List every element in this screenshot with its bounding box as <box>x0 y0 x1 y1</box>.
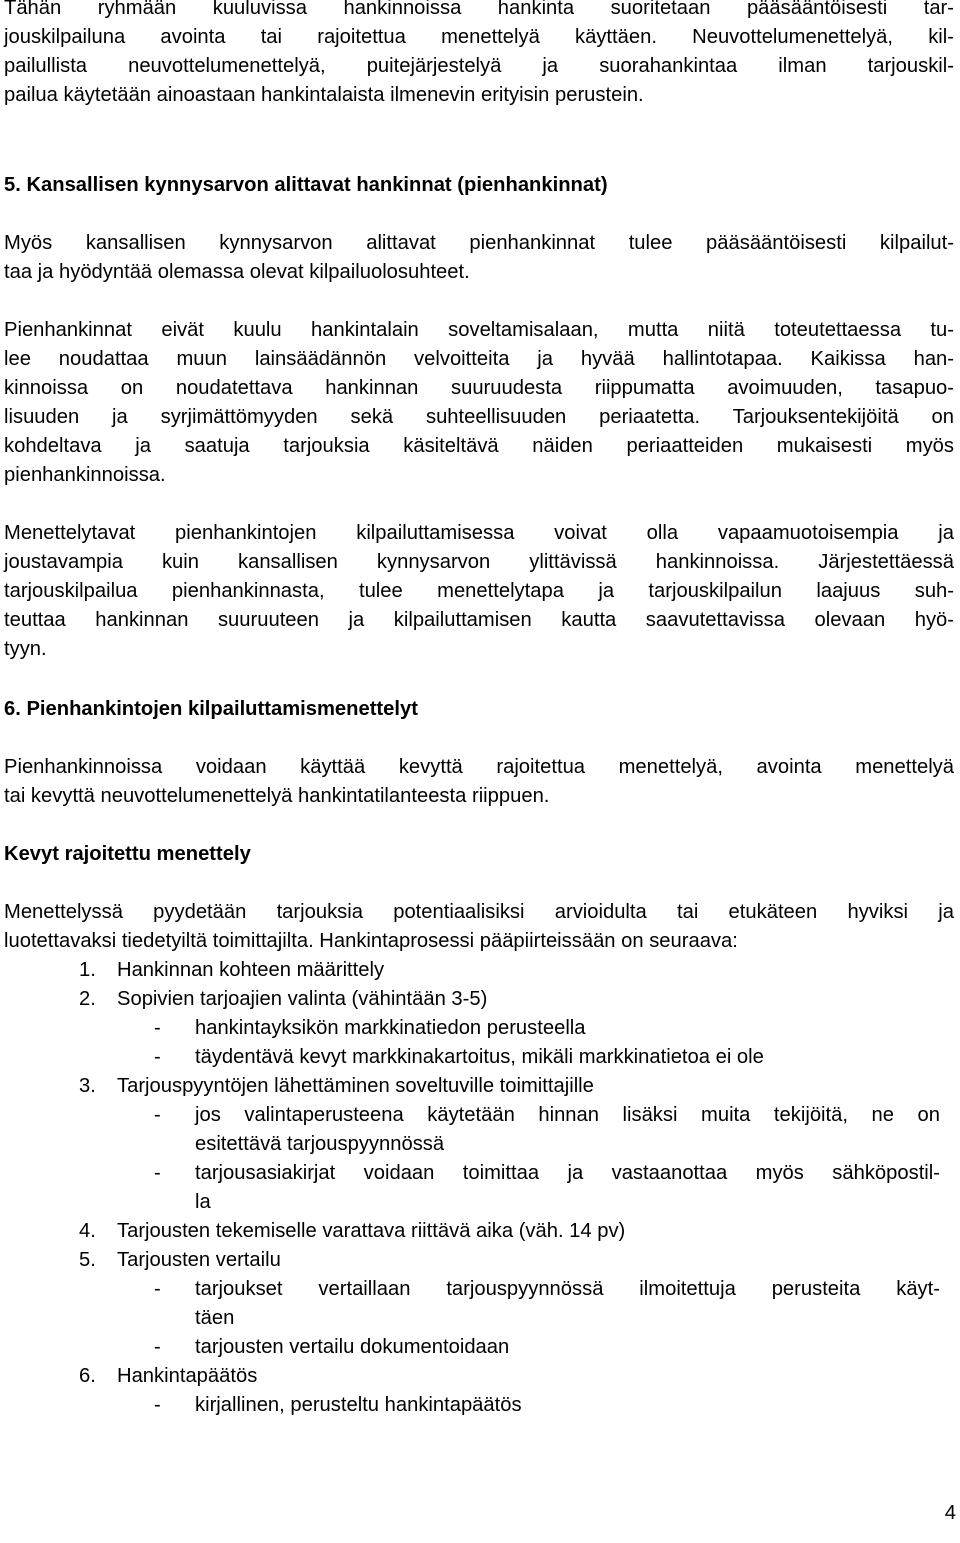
sub-list-item <box>4 1014 954 1043</box>
section-5-paragraph-3 <box>4 519 954 664</box>
text-line: teuttaa hankinnan suuruuteen ja kilpailuttamisen kautta saavutettavissa olevaan hyö- <box>4 609 954 631</box>
sub-item-text: tarjousten vertailu dokumentoidaan <box>195 1336 510 1358</box>
list-item <box>4 1362 954 1391</box>
sub-list-item-continuation <box>4 1130 954 1159</box>
text-line: tarjouskilpailua pienhankinnasta, tulee menettelytapa ja tarjouskilpailun laajuus suh- <box>4 580 954 602</box>
text-line: Pienhankinnat eivät kuulu hankintalain soveltamisalaan, mutta niitä toteutettaessa tu- <box>4 319 954 341</box>
sub-item-text: täydentävä kevyt markkinakartoitus, mikäli markkinatietoa ei ole <box>195 1046 764 1068</box>
text-line: jouskilpailuna avointa tai rajoitettua menettelyä käyttäen. Neuvottelumenettelyä, kil- <box>4 26 954 48</box>
list-item-text: Hankintapäätös <box>117 1365 258 1387</box>
list-item <box>4 956 954 985</box>
dash-bullet: - <box>154 1336 161 1358</box>
sub-item-text: la <box>195 1191 211 1213</box>
heading-text: 6. Pienhankintojen kilpailuttamismenettelyt <box>4 698 418 720</box>
sub-list-item <box>4 1275 954 1304</box>
sub-item-text: tarjousasiakirjat voidaan toimittaa ja vastaanottaa myös sähköpostil- <box>195 1162 940 1184</box>
text-line: joustavampia kuin kansallisen kynnysarvon ylittävissä hankinnoissa. Järjestettäessä <box>4 551 954 573</box>
dash-bullet: - <box>154 1104 161 1126</box>
sub-list-item <box>4 1159 954 1188</box>
dash-bullet: - <box>154 1162 161 1184</box>
text-line: tyyn. <box>4 638 47 660</box>
list-number: 2. <box>79 988 96 1010</box>
list-number: 1. <box>79 959 96 981</box>
sub-item-text: hankintayksikön markkinatiedon perusteella <box>195 1017 586 1039</box>
dash-bullet: - <box>154 1046 161 1068</box>
text-line: taa ja hyödyntää olemassa olevat kilpailuolosuhteet. <box>4 261 470 283</box>
list-number: 6. <box>79 1365 96 1387</box>
list-number: 4. <box>79 1220 96 1242</box>
sub-list-item <box>4 1043 954 1072</box>
section-6-heading <box>4 695 954 724</box>
dash-bullet: - <box>154 1017 161 1039</box>
sub-item-text: jos valintaperusteena käytetään hinnan lisäksi muita tekijöitä, ne on <box>195 1104 940 1126</box>
text-line: pailua käytetään ainoastaan hankintalaista ilmenevin erityisin perustein. <box>4 84 644 106</box>
kevyt-heading <box>4 840 954 869</box>
text-line: pailullista neuvottelumenettelyä, puitejärjestelyä ja suorahankintaa ilman tarjouskil- <box>4 55 954 77</box>
text-line: Menettelytavat pienhankintojen kilpailuttamisessa voivat olla vapaamuotoisempia ja <box>4 522 954 544</box>
sub-list-item <box>4 1333 954 1362</box>
text-line: Tähän ryhmään kuuluvissa hankinnoissa hankinta suoritetaan pääsääntöisesti tar- <box>4 0 954 19</box>
text-line: kinnoissa on noudatettava hankinnan suuruudesta riippumatta avoimuuden, tasapuo- <box>4 377 954 399</box>
sub-list-item-continuation <box>4 1188 954 1217</box>
intro-paragraph <box>4 0 954 110</box>
sub-item-text: täen <box>195 1307 235 1329</box>
heading-text: 5. Kansallisen kynnysarvon alittavat hankinnat (pienhankinnat) <box>4 174 608 196</box>
dash-bullet: - <box>154 1278 161 1300</box>
sub-list-item <box>4 1391 954 1420</box>
list-item-text: Tarjousten tekemiselle varattava riittävä aika (väh. 14 pv) <box>117 1220 626 1242</box>
list-item <box>4 1072 954 1101</box>
text-line: tai kevyttä neuvottelumenettelyä hankintatilanteesta riippuen. <box>4 785 550 807</box>
text-line: lisuuden ja syrjimättömyyden sekä suhteellisuuden periaatetta. Tarjouksentekijöitä on <box>4 406 954 428</box>
section-6-paragraph <box>4 753 954 811</box>
list-number: 3. <box>79 1075 96 1097</box>
process-steps-list <box>4 956 954 1420</box>
list-item <box>4 985 954 1014</box>
text-line: kohdeltava ja saatuja tarjouksia käsiteltävä näiden periaatteiden mukaisesti myös <box>4 435 954 457</box>
kevyt-paragraph <box>4 898 954 956</box>
text-line: Myös kansallisen kynnysarvon alittavat pienhankinnat tulee pääsääntöisesti kilpailut- <box>4 232 954 254</box>
list-item <box>4 1246 954 1275</box>
list-number: 5. <box>79 1249 96 1271</box>
section-5-paragraph-1 <box>4 229 954 287</box>
text-line: lee noudattaa muun lainsäädännön velvoitteita ja hyvää hallintotapaa. Kaikissa han- <box>4 348 954 370</box>
sub-list-item <box>4 1101 954 1130</box>
list-item-text: Sopivien tarjoajien valinta (vähintään 3-5) <box>117 988 488 1010</box>
page-number: 4 <box>944 1502 956 1524</box>
sub-list-item-continuation <box>4 1304 954 1333</box>
list-item <box>4 1217 954 1246</box>
section-5-paragraph-2 <box>4 316 954 490</box>
list-item-text: Hankinnan kohteen määrittely <box>117 959 385 981</box>
sub-item-text: esitettävä tarjouspyynnössä <box>195 1133 445 1155</box>
sub-item-text: kirjallinen, perusteltu hankintapäätös <box>195 1394 522 1416</box>
text-line: luotettavaksi tiedetyiltä toimittajilta. Hankintaprosessi pääpiirteissään on seuraava: <box>4 930 738 952</box>
sub-item-text: tarjoukset vertaillaan tarjouspyynnössä ilmoitettuja perusteita käyt- <box>195 1278 940 1300</box>
text-line: Pienhankinnoissa voidaan käyttää kevyttä rajoitettua menettelyä, avointa menettelyä <box>4 756 954 778</box>
text-line: pienhankinnoissa. <box>4 464 166 486</box>
heading-text: Kevyt rajoitettu menettely <box>4 843 251 865</box>
list-item-text: Tarjousten vertailu <box>117 1249 281 1271</box>
list-item-text: Tarjouspyyntöjen lähettäminen soveltuville toimittajille <box>117 1075 594 1097</box>
text-line: Menettelyssä pyydetään tarjouksia potentiaalisiksi arvioidulta tai etukäteen hyviksi ja <box>4 901 954 923</box>
section-5-heading <box>4 171 954 200</box>
dash-bullet: - <box>154 1394 161 1416</box>
